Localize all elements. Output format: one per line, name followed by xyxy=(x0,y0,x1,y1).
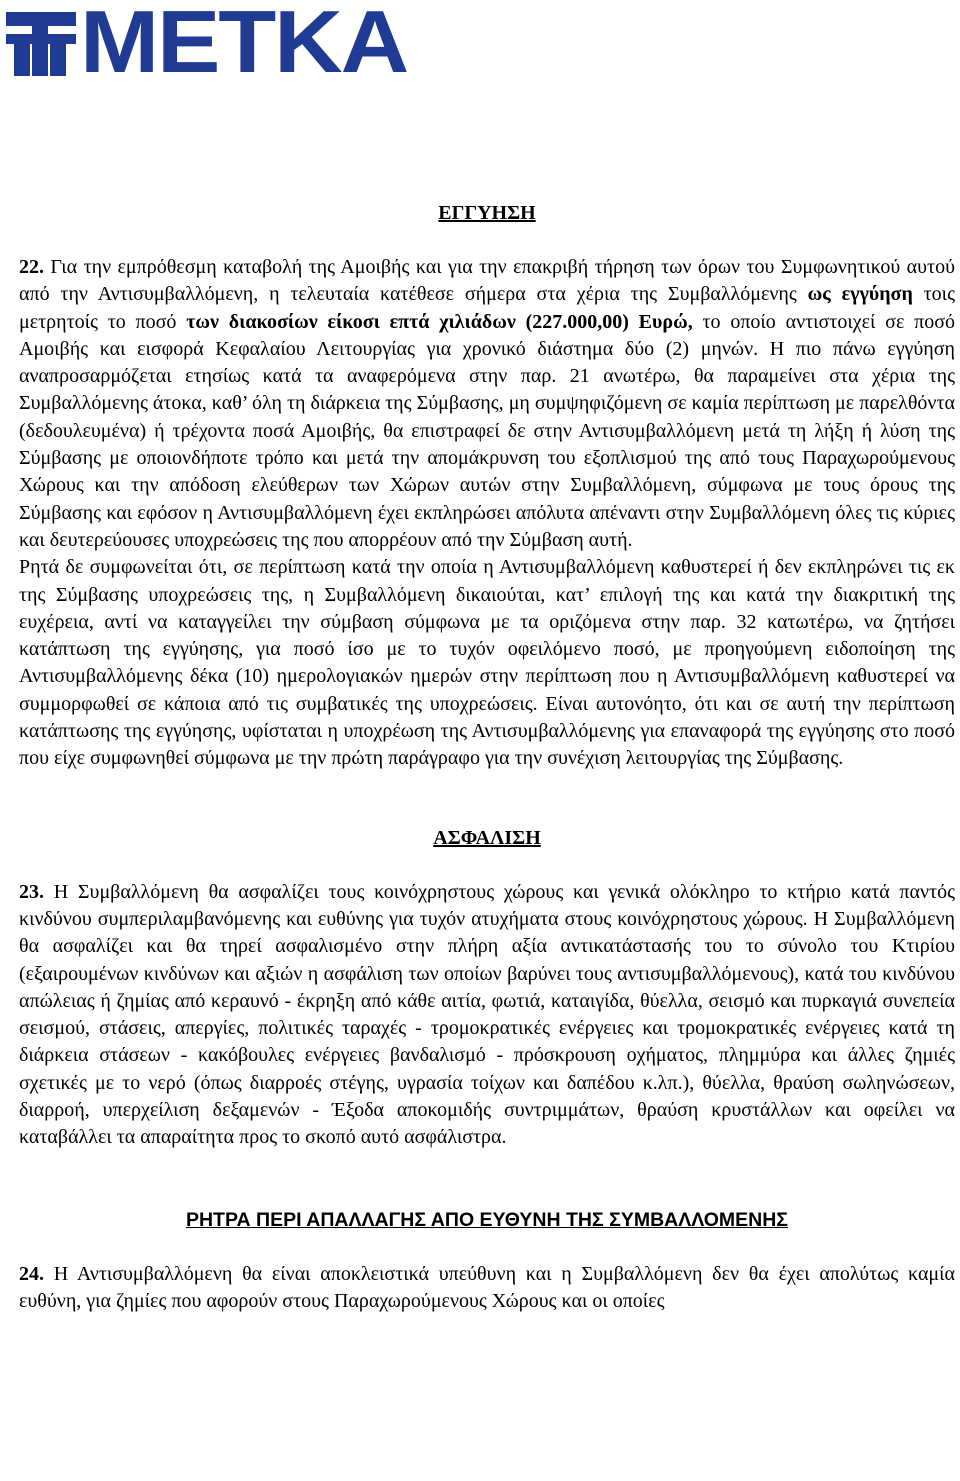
paragraph-24: 24. Η Αντισυμβαλλόμενη θα είναι αποκλειστικά υπεύθυνη και η Συμβαλλόμενη δεν θα έχει απολύτως καμία ευθύνη, για ζημίες που αφορούν στους Παραχωρούμενους Χώρους και οι οποίες xyxy=(19,1262,955,1312)
paragraph-22-continued: Ρητά δε συμφωνείται ότι, σε περίπτωση κατά την οποία η Αντισυμβαλλόμενη καθυστερεί ή δεν εκπληρώνει τις εκ της Σύμβασης υποχρεώσεις της, η Συμβαλλόμενη δικαιούται, κατ’ επιλογή της και κατά την διακριτική της ευχέρεια, αντί να καταγγείλει την σύμβαση σύμφωνα με τα οριζόμενα στην παρ. 32 κατωτέρω, να ζητήσει κατάπτωση της εγγύησης, για ποσό ίσο με το τυχόν οφειλόμενο ποσό, με προηγούμενη ειδοποίηση της Αντισυμβαλλόμενης δέκα (10) ημερολογιακών ημερών στην περίπτωση που η Αντισυμβαλλόμενη καθυστερεί να συμμορφωθεί σε κάποια από τις συμβατικές της υποχρεώσεις. Είναι αυτονόητο, ότι και σε αυτή την περίπτωση κατάπτωσης της εγγύησης, υφίσταται η υποχρέωση της Αντισυμβαλλόμενης για επαναφορά της εγγύησης στο ποσό που είχε συμφωνηθεί σύμφωνα με την πρώτη παράγραφο για την συνέχιση λειτουργίας της Σύμβασης. xyxy=(19,556,955,770)
paragraph-number: 23. xyxy=(19,880,44,903)
section-heading-liability-exemption: ΡΗΤΡΑ ΠΕΡΙ ΑΠΑΛΛΑΓΗΣ ΑΠΟ ΕΥΘΥΝΗ ΤΗΣ ΣΥΜΒΑΛΛΟΜΕΝΗΣ xyxy=(185,1208,789,1231)
document-body xyxy=(19,200,955,1315)
paragraph-number: 24. xyxy=(19,1262,44,1285)
section-heading-guarantee: ΕΓΓΥΗΣΗ xyxy=(438,202,536,224)
logo-text: METKA xyxy=(80,0,408,91)
paragraph-23: 23. Η Συμβαλλόμενη θα ασφαλίζει τους κοινόχρηστους χώρους και γενικά ολόκληρο το κτήριο κατά παντός κινδύνου συμπεριλαμβανόμενης και ευθύνης για τυχόν ατυχήματα στους κοινόχρηστους χώρους. Η Συμβαλλόμενη θα ασφαλίζει και θα τηρεί ασφαλισμένο στην πλήρη αξία αντικατάστασής του το σύνολο του Κτιρίου (εξαιρουμένων κινδύνων και αξιών η ασφάλιση των οποίων βαρύνει τους αντισυμβαλλόμενους), κατά του κινδύνου απώλειας ή ζημίας από κεραυνό - έκρηξη από κάθε αιτία, φωτιά, καταιγίδα, θύελλα, σεισμό και πυρκαγιά συνεπεία σεισμού, στάσεις, απεργίες, πολιτικές ταραχές - τρομοκρατικές ενέργειες και τρομοκρατικές ενέργειες κατά τη διάρκεια στάσεων - κακόβουλες ενέργειες βανδαλισμό - πρόσκρουση οχήματος, πλημμύρα και άλλες ζημιές σχετικές με το νερό (όπως διαρροές στέγης, υγρασία τοίχων και δαπέδου κ.λπ.), θύελλα, θραύση σωληνώσεων, διαρροή, υπερχείλιση δεξαμενών - Έξοδα αποκομιδής συντριμμάτων, θραύση κρυστάλλων και οφείλει να καταβάλλει τα απαραίτητα προς το σκοπό αυτό ασφάλιστρα. xyxy=(19,880,955,1149)
metka-logo xyxy=(6,0,426,91)
paragraph-number: 22. xyxy=(19,256,44,278)
metka-logo-mark-icon xyxy=(6,8,76,76)
section-heading-insurance: ΑΣΦΑΛΙΣΗ xyxy=(433,826,541,849)
paragraph-22: 22. Για την εμπρόθεσμη καταβολή της Αμοιβής και για την επακριβή τήρηση των όρων του Συμφωνητικού αυτού από την Αντισυμβαλλόμενη, η τελευταία κατέθεσε σήμερα στα χέρια της Συμβαλλόμενης ως εγγύηση τοις μετρητοίς το ποσό των διακοσίων είκοσι επτά χιλιάδων (227.000,00) Ευρώ, το οποίο αντιστοιχεί σε ποσό Αμοιβής και εισφορά Κεφαλαίου Λειτουργίας για χρονικό διάστημα δύο (2) μηνών. Η πιο πάνω εγγύηση αναπροσαρμόζεται ετησίως κατά τα αναφερόμενα στην παρ. 21 ανωτέρω, θα παραμείνει στα χέρια της Συμβαλλόμενης άτοκα, καθ’ όλη τη διάρκεια της Σύμβασης, μη συμψηφιζόμενη σε καμία περίπτωση με παρελθόντα (δεδουλευμένα) ή τρέχοντα ποσά Αμοιβής, θα επιστραφεί δε στην Αντισυμβαλλόμενη μετά τη λήξη ή λύση της Σύμβασης με οποιονδήποτε τρόπο και μετά την απομάκρυνση του εξοπλισμού της από τους Παραχωρούμενους Χώρους και την απόδοση ελεύθερων των Χώρων αυτών στην Συμβαλλόμενη, σύμφωνα με τους όρους της Σύμβασης και εφόσον η Αντισυμβαλλόμενη έχει εκπληρώσει απόλυτα απέναντι στην Συμβαλλόμενη όλες τις κύριες και δευτερεύουσες υποχρεώσεις της που απορρέουν από την Σύμβαση αυτή. xyxy=(19,256,956,551)
